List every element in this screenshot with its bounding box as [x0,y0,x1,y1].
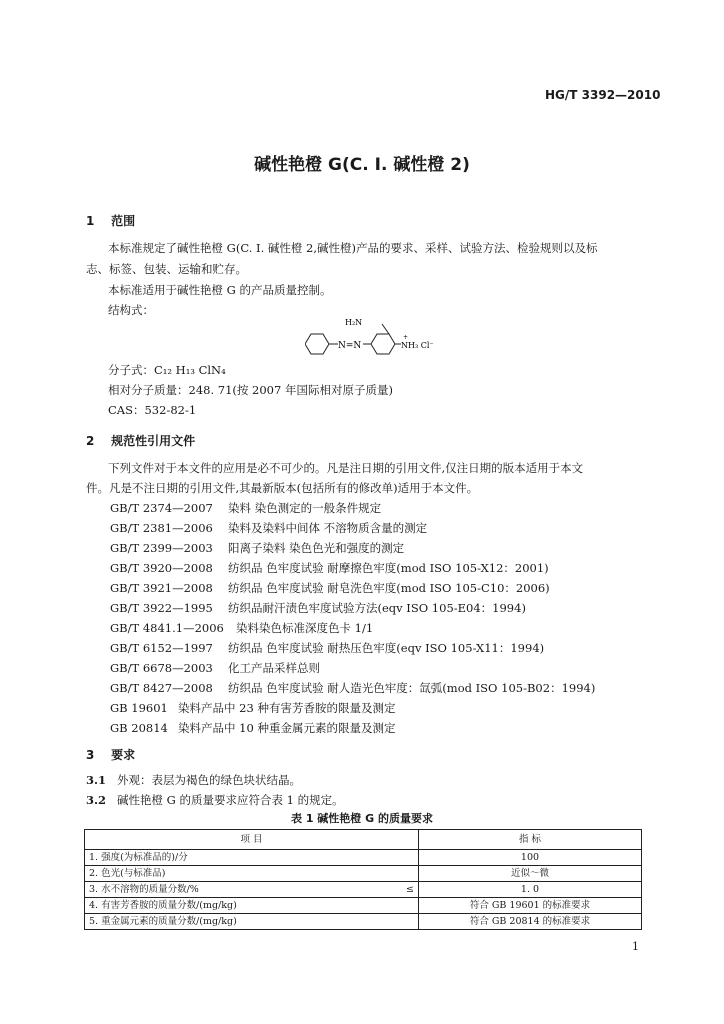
cas-number: CAS：532-82-1 [108,403,197,417]
row-item [85,850,419,866]
table-1-caption: 表 1 碱性艳橙 G 的质量要求 [290,812,433,825]
reference-item [110,540,404,556]
row-item-text: 4. 有害芳香胺的质量分数/(mg/kg) [89,900,237,911]
reference-item [110,520,427,536]
row-item [85,882,419,898]
reference-code: GB/T 8427—2008 [110,681,213,695]
row-spec: 符合 GB 20814 的标准要求 [419,914,642,930]
standard-number: HG/T 3392—2010 [545,88,661,102]
reference-title: 染料产品中 10 种重金属元素的限量及测定 [178,721,396,735]
reference-code: GB/T 6678—2003 [110,661,213,675]
reference-title: 纺织品耐汗渍色牢度试验方法(eqv ISO 105-E04：1994) [228,601,526,615]
section-1-heading [86,212,135,229]
document-title: 碱性艳橙 G(C. I. 碱性橙 2) [254,155,470,175]
benzene-ring-left [305,334,329,354]
reference-code: GB/T 4841.1—2006 [110,621,224,635]
amino-group: H₂N [345,318,363,327]
azo-group: N=N [338,341,362,351]
row-spec: 近似～微 [419,866,642,882]
row-spec: 符合 GB 19601 的标准要求 [419,898,642,914]
section-1-number: 1 [86,214,95,228]
reference-title: 染料及染料中间体 不溶物质含量的测定 [228,521,428,535]
section-2-number: 2 [86,434,95,448]
references-intro-line2: 件。凡是不注日期的引用文件,其最新版本(包括所有的修改单)适用于本文件。 [86,481,479,495]
reference-item [110,620,373,636]
row-qualifier: ≤ [406,884,414,895]
table-header-row [85,830,642,850]
references-intro-line1: 下列文件对于本文件的应用是必不可少的。凡是注日期的引用文件,仅注日期的版本适用于本文 [108,461,584,475]
reference-code: GB 19601 [110,701,168,715]
reference-title: 纺织品 色牢度试验 耐热压色牢度(eqv ISO 105-X11：1994) [228,641,545,655]
row-spec: 1. 0 [419,882,642,898]
row-item-text: 5. 重金属元素的质量分数/(mg/kg) [89,916,237,927]
reference-item [110,680,595,696]
reference-title: 染料 染色测定的一般条件规定 [228,501,382,515]
reference-item [110,600,526,616]
column-header-spec: 指 标 [419,830,642,850]
reference-title: 染料染色标准深度色卡 1/1 [236,621,374,635]
section-3-heading [86,746,135,763]
requirement-3-2-text: 碱性艳橙 G 的质量要求应符合表 1 的规定。 [116,793,344,807]
scope-para1-line1: 本标准规定了碱性艳橙 G(C. I. 碱性橙 2,碱性橙)产品的要求、采样、试验方法、检验规则以及标 [108,241,598,255]
row-item [85,866,419,882]
molecular-formula: 分子式：C₁₂ H₁₃ ClN₄ [108,363,226,377]
reference-code: GB/T 3922—1995 [110,601,213,615]
section-2-title: 规范性引用文件 [111,434,196,448]
reference-title: 纺织品 色牢度试验 耐人造光色牢度：氙弧(mod ISO 105-B02：1994) [228,681,596,695]
reference-title: 纺织品 色牢度试验 耐摩擦色牢度(mod ISO 105-X12：2001) [228,561,549,575]
requirement-3-1-number: 3.1 [86,773,107,787]
reference-item [110,720,395,736]
reference-code: GB/T 3920—2008 [110,561,213,575]
scope-para2: 本标准适用于碱性艳橙 G 的产品质量控制。 [108,283,332,297]
bond-amino [382,324,389,334]
reference-title: 化工产品采样总则 [228,661,320,675]
reference-item [110,500,381,516]
section-2-heading [86,432,195,449]
requirement-3-2-number: 3.2 [86,793,107,807]
table-row [85,866,642,882]
row-item-text: 3. 水不溶物的质量分数/% [89,884,199,895]
section-3-number: 3 [86,748,95,762]
reference-code: GB 20814 [110,721,168,735]
reference-item [110,700,395,716]
structural-formula-drawing [305,314,475,364]
reference-code: GB/T 2399—2003 [110,541,213,555]
row-item [85,914,419,930]
column-header-item: 项 目 [85,830,419,850]
ammonium-chloride: NH₃ Cl⁻ [401,341,434,350]
reference-item [110,640,544,656]
section-3-title: 要求 [111,748,136,762]
quality-requirements-table [84,829,642,930]
row-spec: 100 [419,850,642,866]
table-row [85,898,642,914]
table-row [85,914,642,930]
reference-title: 纺织品 色牢度试验 耐皂洗色牢度(mod ISO 105-C10：2006) [228,581,550,595]
section-1-title: 范围 [111,214,136,228]
reference-title: 染料产品中 23 种有害芳香胺的限量及测定 [178,701,396,715]
benzene-ring-right [371,334,395,354]
reference-item [110,560,549,576]
reference-code: GB/T 3921—2008 [110,581,213,595]
requirement-3-1-text: 外观：表层为褐色的绿色块状结晶。 [116,773,301,787]
reference-item [110,660,320,676]
table-row [85,882,642,898]
page-number: 1 [632,940,639,953]
requirement-3-2 [86,792,344,808]
scope-para1-line2: 志、标签、包装、运输和贮存。 [86,262,247,276]
structure-label: 结构式： [108,303,154,317]
reference-code: GB/T 2374—2007 [110,501,213,515]
row-item [85,898,419,914]
requirement-3-1 [86,772,301,788]
reference-item [110,580,550,596]
reference-code: GB/T 6152—1997 [110,641,213,655]
row-item-text: 1. 强度(为标准品的)/分 [89,852,188,863]
reference-code: GB/T 2381—2006 [110,521,213,535]
row-item-text: 2. 色光(与标准品) [89,868,166,879]
structural-formula [305,314,475,368]
molecular-mass: 相对分子质量：248. 71(按 2007 年国际相对原子质量) [108,383,393,397]
reference-title: 阳离子染料 染色色光和强度的测定 [228,541,405,555]
salt-charge: + [403,334,409,341]
table-row [85,850,642,866]
